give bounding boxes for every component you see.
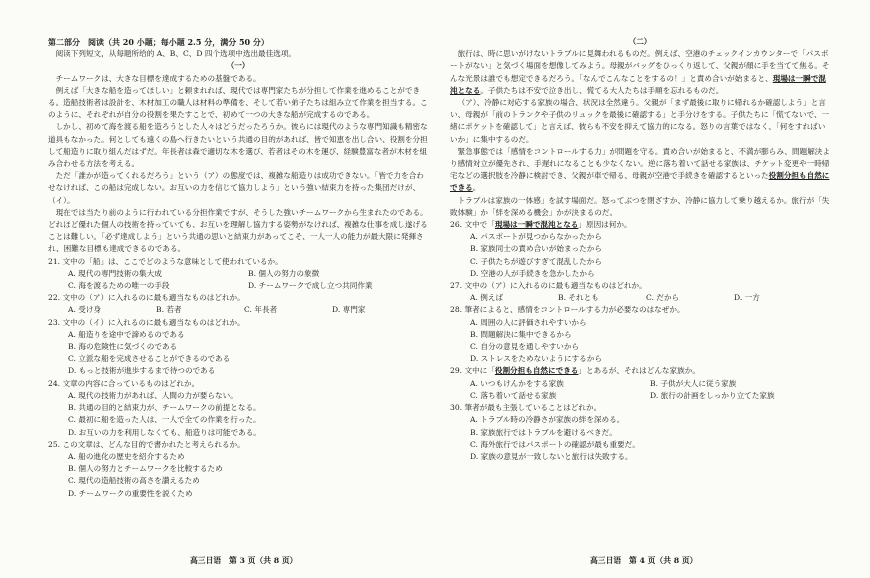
underlined-phrase: 現場は一瞬で混沌となる	[450, 73, 826, 95]
question-25	[48, 439, 428, 500]
option[interactable]: D. お互いの力を利用しなくても、船造りは可能である。	[68, 427, 261, 437]
option[interactable]: C. 落ち着いて話せる家族	[470, 390, 557, 400]
option[interactable]: B. 子供が大人に従う家族	[650, 378, 737, 388]
option[interactable]: B. 海の危険性に気づくのである	[68, 342, 178, 352]
option[interactable]: D. もっと技術が進歩するまで待つのである	[68, 366, 216, 376]
question-stem: 25. この文章は、どんな目的で書かれたと考えられるか。	[48, 439, 245, 449]
option[interactable]: D. ストレスをためないようにするから	[470, 354, 602, 364]
passage-paragraph: トラブルは家族の一体感」を試す場面だ。怒ってぶつを閉ざすか、冷静に協力して乗り越えるか。旅行が「失敗体験」か「絆を深める機会」かが決まるのだ。	[450, 195, 830, 217]
option[interactable]: A. 例えば	[470, 293, 504, 303]
underlined-phrase: 役割分担も自然にできる	[494, 366, 579, 376]
option[interactable]: A. パスポートが見つからなかったから	[470, 232, 602, 242]
part-header: 第二部分 阅读（共 20 小题；每小题 2.5 分，满分 50 分）	[48, 37, 269, 47]
question-stem	[450, 365, 830, 377]
question-stem: 24. 文章の内容に合っているものはどれか。	[48, 378, 200, 388]
option[interactable]: B. 問題解決に集中できるから	[470, 329, 572, 339]
option[interactable]: B. 家族旅行ではトラブルを避けるべきだ。	[470, 427, 617, 437]
text-run: 」とあるが、それはどんな家族か。	[578, 366, 700, 376]
passage-paragraph: チームワークは、大きな目標を達成するための基盤である。	[55, 73, 261, 83]
option[interactable]: A. 現代の技術力があれば、人間の力が要らない。	[68, 390, 238, 400]
option[interactable]: D. チームワークの重要性を説くため	[68, 488, 193, 498]
question-stem	[450, 219, 830, 231]
question-stem: 27. 文中の（ア）に入れるのに最も適当なものはどれか。	[450, 281, 647, 291]
option[interactable]: C. 立派な船を完成させることができるのである	[68, 354, 231, 364]
question-23	[48, 317, 428, 378]
question-30	[450, 402, 830, 463]
text-run: 29. 文中に「	[450, 366, 495, 376]
underlined-phrase: 役割分担も自然にできる	[450, 171, 830, 193]
option[interactable]: A. 船の進化の歴史を紹介するため	[68, 451, 185, 461]
option[interactable]: D. 専門家	[332, 305, 366, 315]
passage-paragraph: しかし、初めて海を渡る船を造ろうとした人々はどうだったろうか。彼らには現代のような専門知識も精密な道具もなかった。何としても遠くの島へ行きたいという共通の目的があれば、皆で知恵を出し合い、役割を分担して船造りに取り組んだはずだ。年長者は森で適切な木を選び、若者はその木を運び、経験豊富な者が木材を組み合わせる方法を考える。	[48, 122, 428, 169]
section-two-title: （二）	[628, 37, 652, 46]
question-stem: 30. 筆者が最も主張していることはどれか。	[450, 403, 602, 413]
text-run: 」原因は何か。	[578, 220, 632, 230]
question-stem: 28. 筆者によると、感情をコントロールする力が必要なのはなぜか。	[450, 305, 685, 315]
passage-paragraph: ただ「誰かが造ってくれるだろう」という（ア）の態度では、複雑な船造りは成功できない。「皆で力を合わせなければ、この船は完成しない。お互いの力を信じて協力しよう」という強い結束力を持った集団だけが、（イ）。	[48, 171, 424, 205]
question-stem: 23. 文中の（イ）に入れるのに最も適当なものはどれか。	[48, 317, 245, 327]
option[interactable]: A. 周囲の人に評価されやすいから	[470, 317, 587, 327]
option[interactable]: C. 海外旅行ではパスポートの確認が最も重要だ。	[470, 439, 640, 449]
option[interactable]: A. トラブル時の冷静さが家族の絆を深める。	[470, 415, 625, 425]
option[interactable]: A. いつもけんかをする家族	[470, 378, 564, 388]
option[interactable]: C. 自分の意見を通しやすいから	[470, 342, 580, 352]
option[interactable]: B. 家族同士の責め合いが始まったから	[470, 244, 602, 254]
text-run: 26. 文中で「	[450, 220, 495, 230]
option[interactable]: A. 受け身	[68, 305, 102, 315]
option[interactable]: C. だから	[646, 293, 680, 303]
question-22	[48, 292, 428, 316]
question-21	[48, 256, 428, 293]
passage-paragraph: 現在では当たり前のように行われている分担作業ですが、そうした強いチームワークから生まれたのである。どれほど優れた個人の技術を持っていても、お互いを理解し協力する姿勢がなければ、複雑な仕事を成し遂げることは難しい。「必ず達成しよう」という共通の思いと結束力があってこそ、一人一人の能力が最大限に発揮され、困難な目標も達成できるのである。	[48, 207, 428, 254]
text-run: 旅行は、時に思いがけないトラブルに見舞われるものだ。例えば、空港のチェックインカウンターで「パスポートがない」と気づく場面を想像してみよう。母親がバッグをひっくり返して、父親が顔に手を当てて焦る。そんな光景は誰でも想定できるだろう。「なんでこんなことをするの！」と責め合いが始まると、	[450, 49, 830, 83]
option[interactable]: A. 船造りを途中で諦めるのである	[68, 329, 185, 339]
question-29	[450, 365, 830, 402]
question-24	[48, 378, 428, 439]
option[interactable]: D. 家族の意見が一致しないと旅行は失敗する。	[470, 451, 633, 461]
option[interactable]: D. 空港の人が手続きを急かしたから	[470, 268, 595, 278]
question-26	[450, 219, 830, 280]
question-27	[450, 280, 830, 304]
page-footer-right: 高三日语 第 4 页（共 8 页）	[590, 556, 698, 565]
instruction: 阅读下列短文，从每题所给的 A、B、C、D 四个选项中选出最佳选项。	[55, 49, 297, 59]
option[interactable]: C. 最初に船を造った人は、一人で全ての作業を行った。	[68, 415, 261, 425]
option[interactable]: B. 個人の努力の象徴	[248, 268, 320, 278]
text-run: 。子供たちは不安で泣き出し、慌てる大人たちは手順を忘れるものだ。	[480, 85, 724, 95]
option[interactable]: D. 一方	[734, 293, 760, 303]
question-stem: 22. 文中の（ア）に入れるのに最も適当なものはどれか。	[48, 293, 245, 303]
text-run: 。	[472, 183, 481, 193]
page-footer-left: 高三日语 第 3 页（共 8 页）	[190, 556, 298, 565]
option[interactable]: D. チームワークで成し立つ共同作業	[248, 281, 373, 291]
option[interactable]: D. 旅行の計画をしっかり立てた家族	[650, 390, 775, 400]
section-one-title: （一）	[226, 61, 250, 71]
text-run: 緊急事態では「感情をコントロールする力」が問題を守る。責め合いが始まると、不満が膨らみ、問題解決より感情対立が優先され、手遅れになることも少なくない。逆に落ち着いて話せる家族は、チケット変更や一時帰宅などの選択肢を冷静に検討でき、父親が車で帰る、母親が空港で手続きを確認するといった	[450, 146, 830, 181]
option[interactable]: C. 現代の造船技術の高さを讃えるため	[68, 476, 200, 486]
option[interactable]: C. 子供たちが遊びすぎて混乱したから	[470, 256, 602, 266]
passage-paragraph	[450, 48, 830, 97]
question-28	[450, 304, 830, 365]
right-column	[450, 36, 830, 463]
passage-paragraph: 例えば「大きな船を造ってほしい」と頼まれれば、現代では専門家たちが分担して作業を進めることができる。造船技術者は設計を、木材加工の職人は材料の準備を、そして若い弟子たちは組み立て作業を担当する。このように、それぞれが自分の役割を果たすことで、初めて一つの大きな船が完成するのである。	[48, 85, 428, 120]
left-column	[48, 36, 428, 500]
option[interactable]: C. 年長者	[244, 305, 278, 315]
option[interactable]: A. 現代の専門技術の集大成	[68, 268, 162, 278]
option[interactable]: B. 若者	[156, 305, 182, 315]
underlined-phrase: 現場は一瞬で混沌となる	[494, 220, 579, 230]
passage-paragraph	[450, 146, 830, 195]
option[interactable]: C. 海を渡るための唯一の手段	[68, 281, 170, 291]
option[interactable]: B. それとも	[558, 293, 599, 303]
option[interactable]: B. 個人の努力とチームワークを比較するため	[68, 464, 223, 474]
option[interactable]: B. 共通の目的と結束力が、チームワークの前提となる。	[68, 403, 261, 413]
passage-paragraph: （ア）、冷静に対応する家族の場合、状況は全然違う。父親が「まず最後に取りに帰れるか確認しよう」と言い、母親が「前のトランクや子供のリュックを最後に確認する」と手分けをする。子供たちに「慌てないで、一緒にポケットを確認して」と言えば、彼らも不安を抑えて協力的になる。怒りの言葉ではなく、「何をすればいいか」に集中するのだ。	[450, 98, 830, 144]
question-stem: 21. 文中の「船」は、ここでどのような意味として使われているか。	[48, 256, 283, 266]
